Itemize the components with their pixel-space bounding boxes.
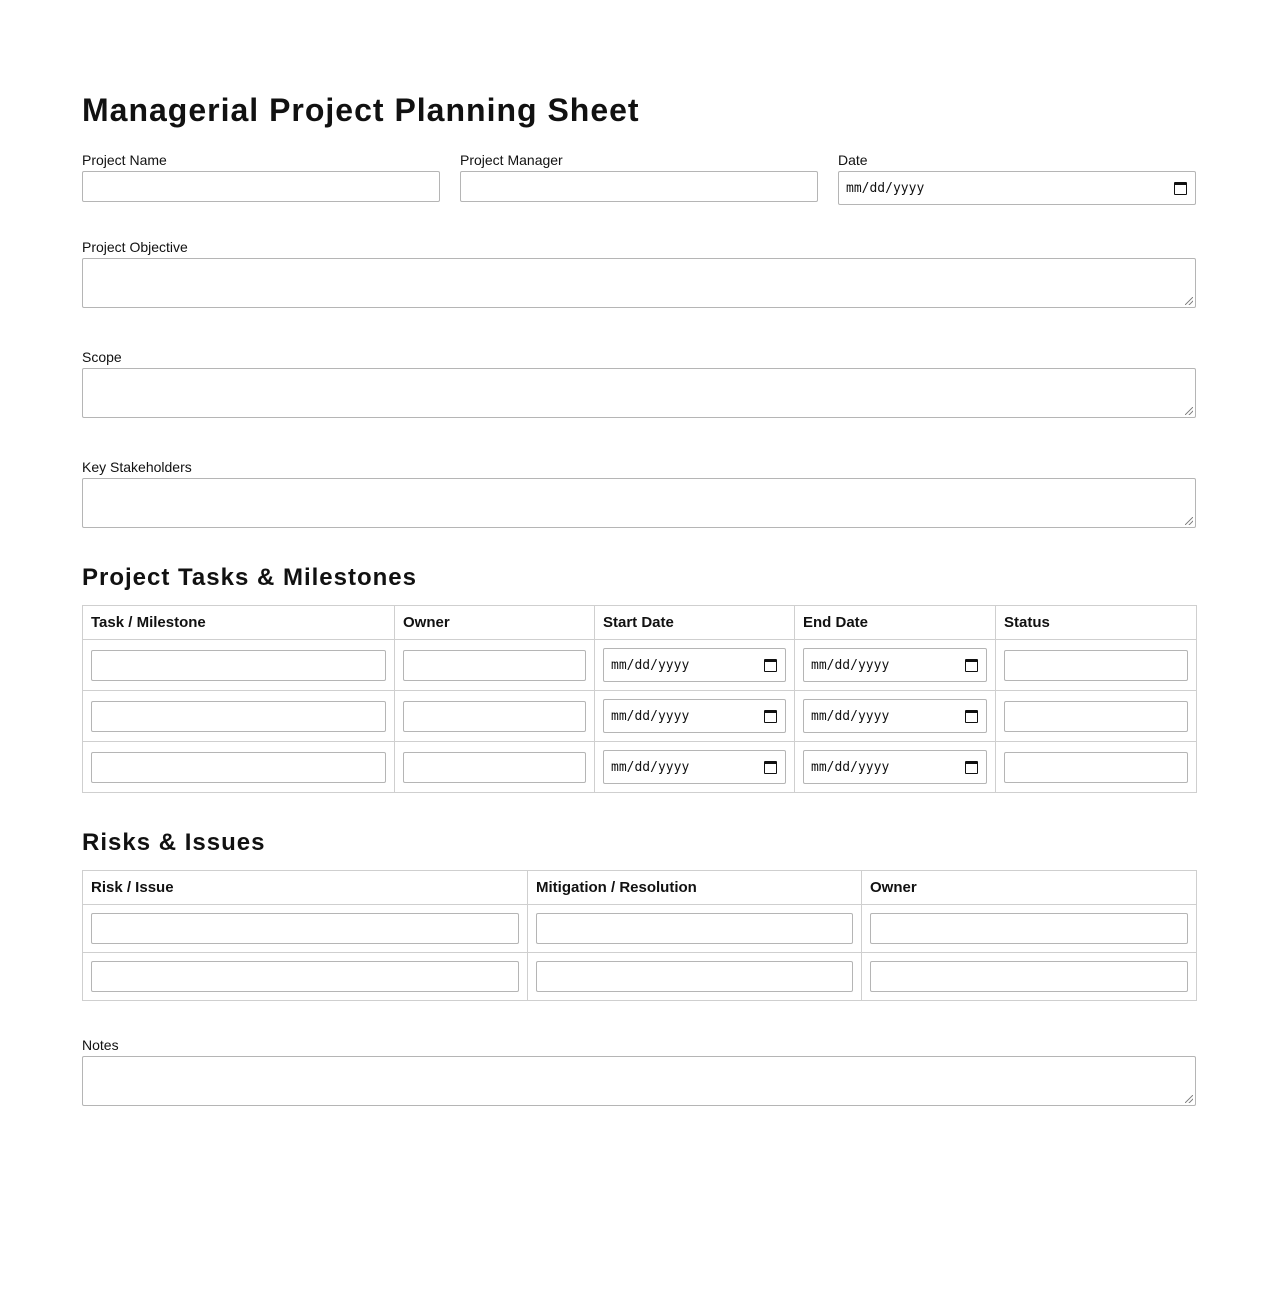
- project-manager-label: Project Manager: [460, 152, 563, 168]
- date-placeholder: mm/dd/yyyy: [846, 180, 925, 196]
- date-group: [838, 152, 1196, 205]
- table-row: [83, 742, 1197, 793]
- col-risk-header: Risk / Issue: [83, 871, 528, 905]
- date-placeholder: mm/dd/yyyy: [811, 657, 890, 673]
- calendar-icon[interactable]: [965, 659, 978, 672]
- start-date-cell: [595, 742, 795, 793]
- col-end-date-header: End Date: [795, 606, 996, 640]
- objective-group: [82, 239, 1196, 308]
- status-cell: [996, 742, 1197, 793]
- stakeholders-group: [82, 459, 1196, 528]
- risk-input[interactable]: [91, 913, 519, 944]
- risk-cell: [83, 905, 528, 953]
- project-manager-group: [460, 152, 818, 205]
- start-date-cell: [595, 691, 795, 742]
- resize-handle-icon[interactable]: [1185, 517, 1193, 525]
- calendar-icon[interactable]: [965, 761, 978, 774]
- notes-textarea[interactable]: [82, 1056, 1196, 1106]
- risks-header-row: [83, 871, 1197, 905]
- tasks-header-row: [83, 606, 1197, 640]
- project-manager-input[interactable]: [460, 171, 818, 202]
- task-input[interactable]: [91, 650, 386, 681]
- end-date-cell: [795, 691, 996, 742]
- end-date-input[interactable]: [803, 750, 987, 784]
- project-name-group: [82, 152, 440, 205]
- owner-cell: [395, 742, 595, 793]
- risk-owner-cell: [862, 953, 1197, 1001]
- calendar-icon[interactable]: [965, 710, 978, 723]
- stakeholders-textarea[interactable]: [82, 478, 1196, 528]
- mitigation-cell: [528, 953, 862, 1001]
- status-cell: [996, 640, 1197, 691]
- mitigation-cell: [528, 905, 862, 953]
- scope-group: [82, 349, 1196, 418]
- tasks-table: [82, 605, 1197, 793]
- mitigation-input[interactable]: [536, 961, 853, 992]
- task-input[interactable]: [91, 701, 386, 732]
- end-date-input[interactable]: [803, 648, 987, 682]
- start-date-cell: [595, 640, 795, 691]
- risk-input[interactable]: [91, 961, 519, 992]
- resize-handle-icon[interactable]: [1185, 1095, 1193, 1103]
- col-risk-owner-header: Owner: [862, 871, 1197, 905]
- start-date-input[interactable]: [603, 648, 786, 682]
- status-input[interactable]: [1004, 650, 1188, 681]
- col-start-date-header: Start Date: [595, 606, 795, 640]
- col-owner-header: Owner: [395, 606, 595, 640]
- col-mitigation-header: Mitigation / Resolution: [528, 871, 862, 905]
- stakeholders-label: Key Stakeholders: [82, 459, 192, 475]
- task-input[interactable]: [91, 752, 386, 783]
- owner-input[interactable]: [403, 701, 586, 732]
- col-status-header: Status: [996, 606, 1197, 640]
- calendar-icon[interactable]: [764, 761, 777, 774]
- risks-heading: Risks & Issues: [82, 829, 266, 856]
- resize-handle-icon[interactable]: [1185, 297, 1193, 305]
- risk-owner-input[interactable]: [870, 961, 1188, 992]
- col-task-header: Task / Milestone: [83, 606, 395, 640]
- calendar-icon[interactable]: [1174, 182, 1187, 195]
- calendar-icon[interactable]: [764, 659, 777, 672]
- date-input[interactable]: [838, 171, 1196, 205]
- start-date-input[interactable]: [603, 750, 786, 784]
- end-date-input[interactable]: [803, 699, 987, 733]
- risks-table: [82, 870, 1197, 1001]
- task-cell: [83, 640, 395, 691]
- owner-input[interactable]: [403, 752, 586, 783]
- project-name-input[interactable]: [82, 171, 440, 202]
- date-label: Date: [838, 152, 868, 168]
- start-date-input[interactable]: [603, 699, 786, 733]
- table-row: [83, 691, 1197, 742]
- status-cell: [996, 691, 1197, 742]
- resize-handle-icon[interactable]: [1185, 407, 1193, 415]
- date-placeholder: mm/dd/yyyy: [611, 759, 690, 775]
- task-cell: [83, 691, 395, 742]
- risk-owner-cell: [862, 905, 1197, 953]
- objective-textarea[interactable]: [82, 258, 1196, 308]
- date-placeholder: mm/dd/yyyy: [811, 708, 890, 724]
- date-placeholder: mm/dd/yyyy: [811, 759, 890, 775]
- table-row: [83, 905, 1197, 953]
- table-row: [83, 953, 1197, 1001]
- status-input[interactable]: [1004, 752, 1188, 783]
- mitigation-input[interactable]: [536, 913, 853, 944]
- table-row: [83, 640, 1197, 691]
- end-date-cell: [795, 640, 996, 691]
- owner-input[interactable]: [403, 650, 586, 681]
- header-fields: [82, 152, 1196, 205]
- owner-cell: [395, 691, 595, 742]
- objective-label: Project Objective: [82, 239, 188, 255]
- risk-owner-input[interactable]: [870, 913, 1188, 944]
- date-placeholder: mm/dd/yyyy: [611, 708, 690, 724]
- calendar-icon[interactable]: [764, 710, 777, 723]
- tasks-heading: Project Tasks & Milestones: [82, 564, 417, 591]
- date-placeholder: mm/dd/yyyy: [611, 657, 690, 673]
- notes-group: [82, 1037, 1196, 1106]
- status-input[interactable]: [1004, 701, 1188, 732]
- risk-cell: [83, 953, 528, 1001]
- page-title: Managerial Project Planning Sheet: [82, 92, 640, 128]
- scope-label: Scope: [82, 349, 122, 365]
- end-date-cell: [795, 742, 996, 793]
- notes-label: Notes: [82, 1037, 119, 1053]
- owner-cell: [395, 640, 595, 691]
- task-cell: [83, 742, 395, 793]
- scope-textarea[interactable]: [82, 368, 1196, 418]
- project-name-label: Project Name: [82, 152, 167, 168]
